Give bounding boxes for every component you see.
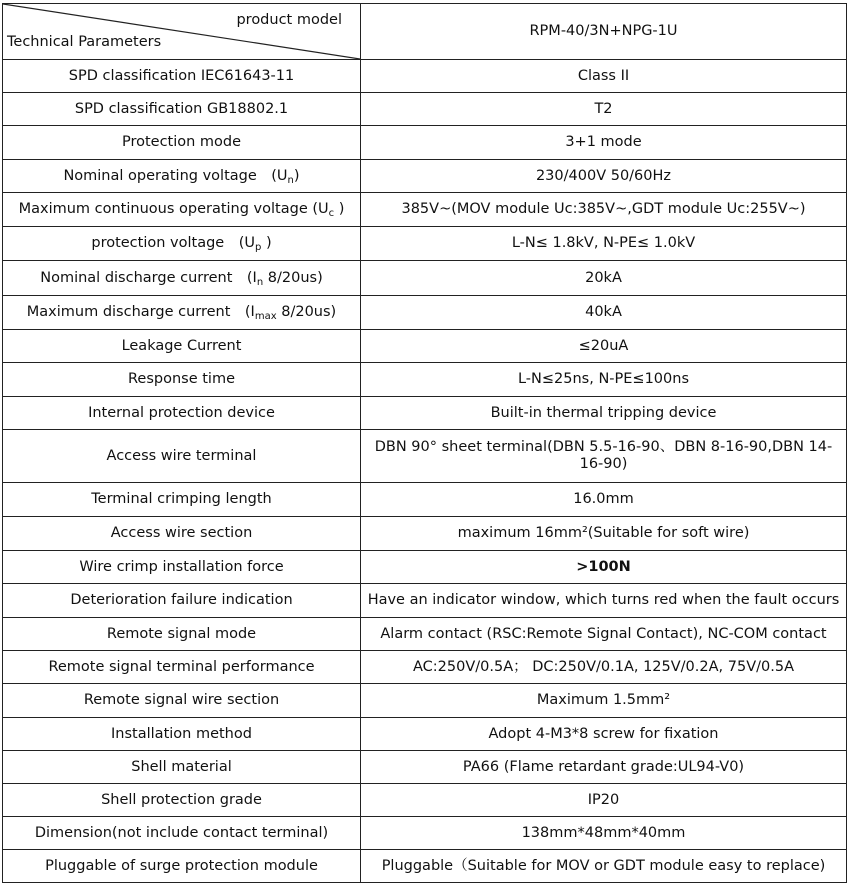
table-row bbox=[3, 784, 847, 817]
diagonal-header-cell bbox=[3, 4, 361, 60]
parameter-cell bbox=[3, 227, 361, 261]
header-technical-parameters: Technical Parameters bbox=[7, 34, 162, 50]
table-row bbox=[3, 93, 847, 126]
table-row bbox=[3, 296, 847, 330]
parameter-name: SPD classification IEC61643-11 bbox=[68, 67, 295, 84]
value-cell: 138mm*48mm*40mm bbox=[361, 817, 847, 850]
parameter-cell bbox=[3, 618, 361, 651]
parameter-cell bbox=[3, 60, 361, 93]
parameter-cell bbox=[3, 296, 361, 330]
parameter-name: Pluggable of surge protection module bbox=[45, 857, 318, 874]
value-cell: Have an indicator window, which turns red when the fault occurs bbox=[361, 584, 847, 618]
parameter-cell bbox=[3, 584, 361, 618]
value-cell: Maximum 1.5mm² bbox=[361, 684, 847, 718]
value-cell: 3+1 mode bbox=[361, 126, 847, 160]
parameter-name: Shell material bbox=[131, 758, 232, 775]
parameter-name: Leakage Current bbox=[121, 337, 242, 354]
parameter-name: Shell protection grade bbox=[101, 791, 262, 808]
parameter-cell bbox=[3, 330, 361, 363]
value-cell: Pluggable（Suitable for MOV or GDT module easy to replace) bbox=[361, 850, 847, 883]
parameter-name: Remote signal wire section bbox=[83, 692, 280, 708]
parameter-cell bbox=[3, 160, 361, 193]
parameter-name: Wire crimp installation force bbox=[79, 558, 284, 575]
value-cell: L-N≤25ns, N-PE≤100ns bbox=[361, 363, 847, 397]
parameter-cell bbox=[3, 363, 361, 397]
parameter-name: Installation method bbox=[111, 725, 252, 742]
parameter-name: Deterioration failure indication bbox=[70, 592, 293, 608]
header-product-model: product model bbox=[236, 12, 342, 28]
parameter-name: Nominal operating voltage (U bbox=[63, 167, 288, 184]
parameter-name: Terminal crimping length bbox=[91, 491, 272, 507]
table-row bbox=[3, 397, 847, 430]
parameter-name: protection voltage (U bbox=[91, 235, 255, 251]
parameter-name-suffix: ) bbox=[293, 167, 300, 184]
parameter-cell bbox=[3, 193, 361, 227]
table-row bbox=[3, 330, 847, 363]
parameter-name: Internal protection device bbox=[88, 404, 275, 421]
parameter-name: Dimension(not include contact terminal) bbox=[34, 824, 329, 841]
parameter-name: Protection mode bbox=[121, 134, 242, 150]
parameter-cell bbox=[3, 517, 361, 551]
value-cell: AC:250V/0.5A； DC:250V/0.1A, 125V/0.2A, 75V/0.5A bbox=[361, 651, 847, 684]
value-cell: 385V~(MOV module Uc:385V~,GDT module Uc:255V~) bbox=[361, 193, 847, 227]
parameter-cell bbox=[3, 784, 361, 817]
value-cell: Class II bbox=[361, 60, 847, 93]
table-row bbox=[3, 718, 847, 751]
value-cell: 230/400V 50/60Hz bbox=[361, 160, 847, 193]
table-row bbox=[3, 618, 847, 651]
parameter-cell bbox=[3, 850, 361, 883]
parameter-name: Access wire section bbox=[110, 525, 253, 541]
parameter-cell bbox=[3, 397, 361, 430]
table-row bbox=[3, 584, 847, 618]
value-cell: Adopt 4-M3*8 screw for fixation bbox=[361, 718, 847, 751]
value-cell: >100N bbox=[361, 551, 847, 584]
parameter-subscript: n bbox=[287, 174, 294, 186]
spec-table bbox=[2, 3, 847, 883]
parameter-cell bbox=[3, 817, 361, 850]
header-model-cell: RPM-40/3N+NPG-1U bbox=[361, 4, 847, 60]
parameter-name: Maximum continuous operating voltage (U bbox=[18, 201, 329, 217]
parameter-cell bbox=[3, 126, 361, 160]
value-cell: Built-in thermal tripping device bbox=[361, 397, 847, 430]
table-row bbox=[3, 60, 847, 93]
table-row bbox=[3, 817, 847, 850]
table-row bbox=[3, 227, 847, 261]
parameter-name-suffix: 8/20us) bbox=[263, 269, 323, 286]
value-cell: 16.0mm bbox=[361, 483, 847, 517]
parameter-name: Remote signal terminal performance bbox=[48, 658, 315, 675]
parameter-cell bbox=[3, 751, 361, 784]
parameter-name: Response time bbox=[127, 371, 235, 387]
table-row bbox=[3, 430, 847, 483]
table-row bbox=[3, 363, 847, 397]
value-cell: IP20 bbox=[361, 784, 847, 817]
table-row bbox=[3, 551, 847, 584]
table-row bbox=[3, 126, 847, 160]
parameter-subscript: max bbox=[254, 311, 277, 322]
parameter-cell bbox=[3, 684, 361, 718]
value-cell: DBN 90° sheet terminal(DBN 5.5-16-90、DBN 8-16-90,DBN 14-16-90) bbox=[361, 430, 847, 483]
value-cell: maximum 16mm²(Suitable for soft wire) bbox=[361, 517, 847, 551]
parameter-cell bbox=[3, 430, 361, 483]
table-row bbox=[3, 651, 847, 684]
value-cell: L-N≤ 1.8kV, N-PE≤ 1.0kV bbox=[361, 227, 847, 261]
value-cell: 20kA bbox=[361, 261, 847, 296]
value-cell: Alarm contact (RSC:Remote Signal Contact), NC-COM contact bbox=[361, 618, 847, 651]
table-row bbox=[3, 850, 847, 883]
table-row bbox=[3, 684, 847, 718]
parameter-cell bbox=[3, 261, 361, 296]
parameter-name: Access wire terminal bbox=[106, 447, 257, 464]
header-row bbox=[3, 4, 847, 60]
parameter-cell bbox=[3, 551, 361, 584]
value-cell: ≤20uA bbox=[361, 330, 847, 363]
parameter-name: Remote signal mode bbox=[106, 625, 257, 642]
parameter-name-suffix: ) bbox=[334, 201, 345, 217]
parameter-cell bbox=[3, 651, 361, 684]
parameter-name: Maximum discharge current (I bbox=[26, 304, 255, 320]
parameter-cell bbox=[3, 93, 361, 126]
table-row bbox=[3, 160, 847, 193]
parameter-name-suffix: 8/20us) bbox=[276, 304, 337, 320]
parameter-subscript: n bbox=[256, 276, 264, 288]
table-row bbox=[3, 751, 847, 784]
parameter-cell bbox=[3, 483, 361, 517]
parameter-subscript: p bbox=[255, 242, 262, 253]
parameter-name: SPD classification GB18802.1 bbox=[74, 100, 289, 117]
table-row bbox=[3, 261, 847, 296]
parameter-name: Nominal discharge current (I bbox=[40, 269, 257, 286]
value-cell: T2 bbox=[361, 93, 847, 126]
table-row bbox=[3, 483, 847, 517]
value-cell: 40kA bbox=[361, 296, 847, 330]
parameter-subscript: c bbox=[328, 208, 335, 219]
parameter-name-suffix: ) bbox=[261, 235, 272, 251]
parameter-cell bbox=[3, 718, 361, 751]
table-row bbox=[3, 193, 847, 227]
table-row bbox=[3, 517, 847, 551]
value-cell: PA66 (Flame retardant grade:UL94-V0) bbox=[361, 751, 847, 784]
